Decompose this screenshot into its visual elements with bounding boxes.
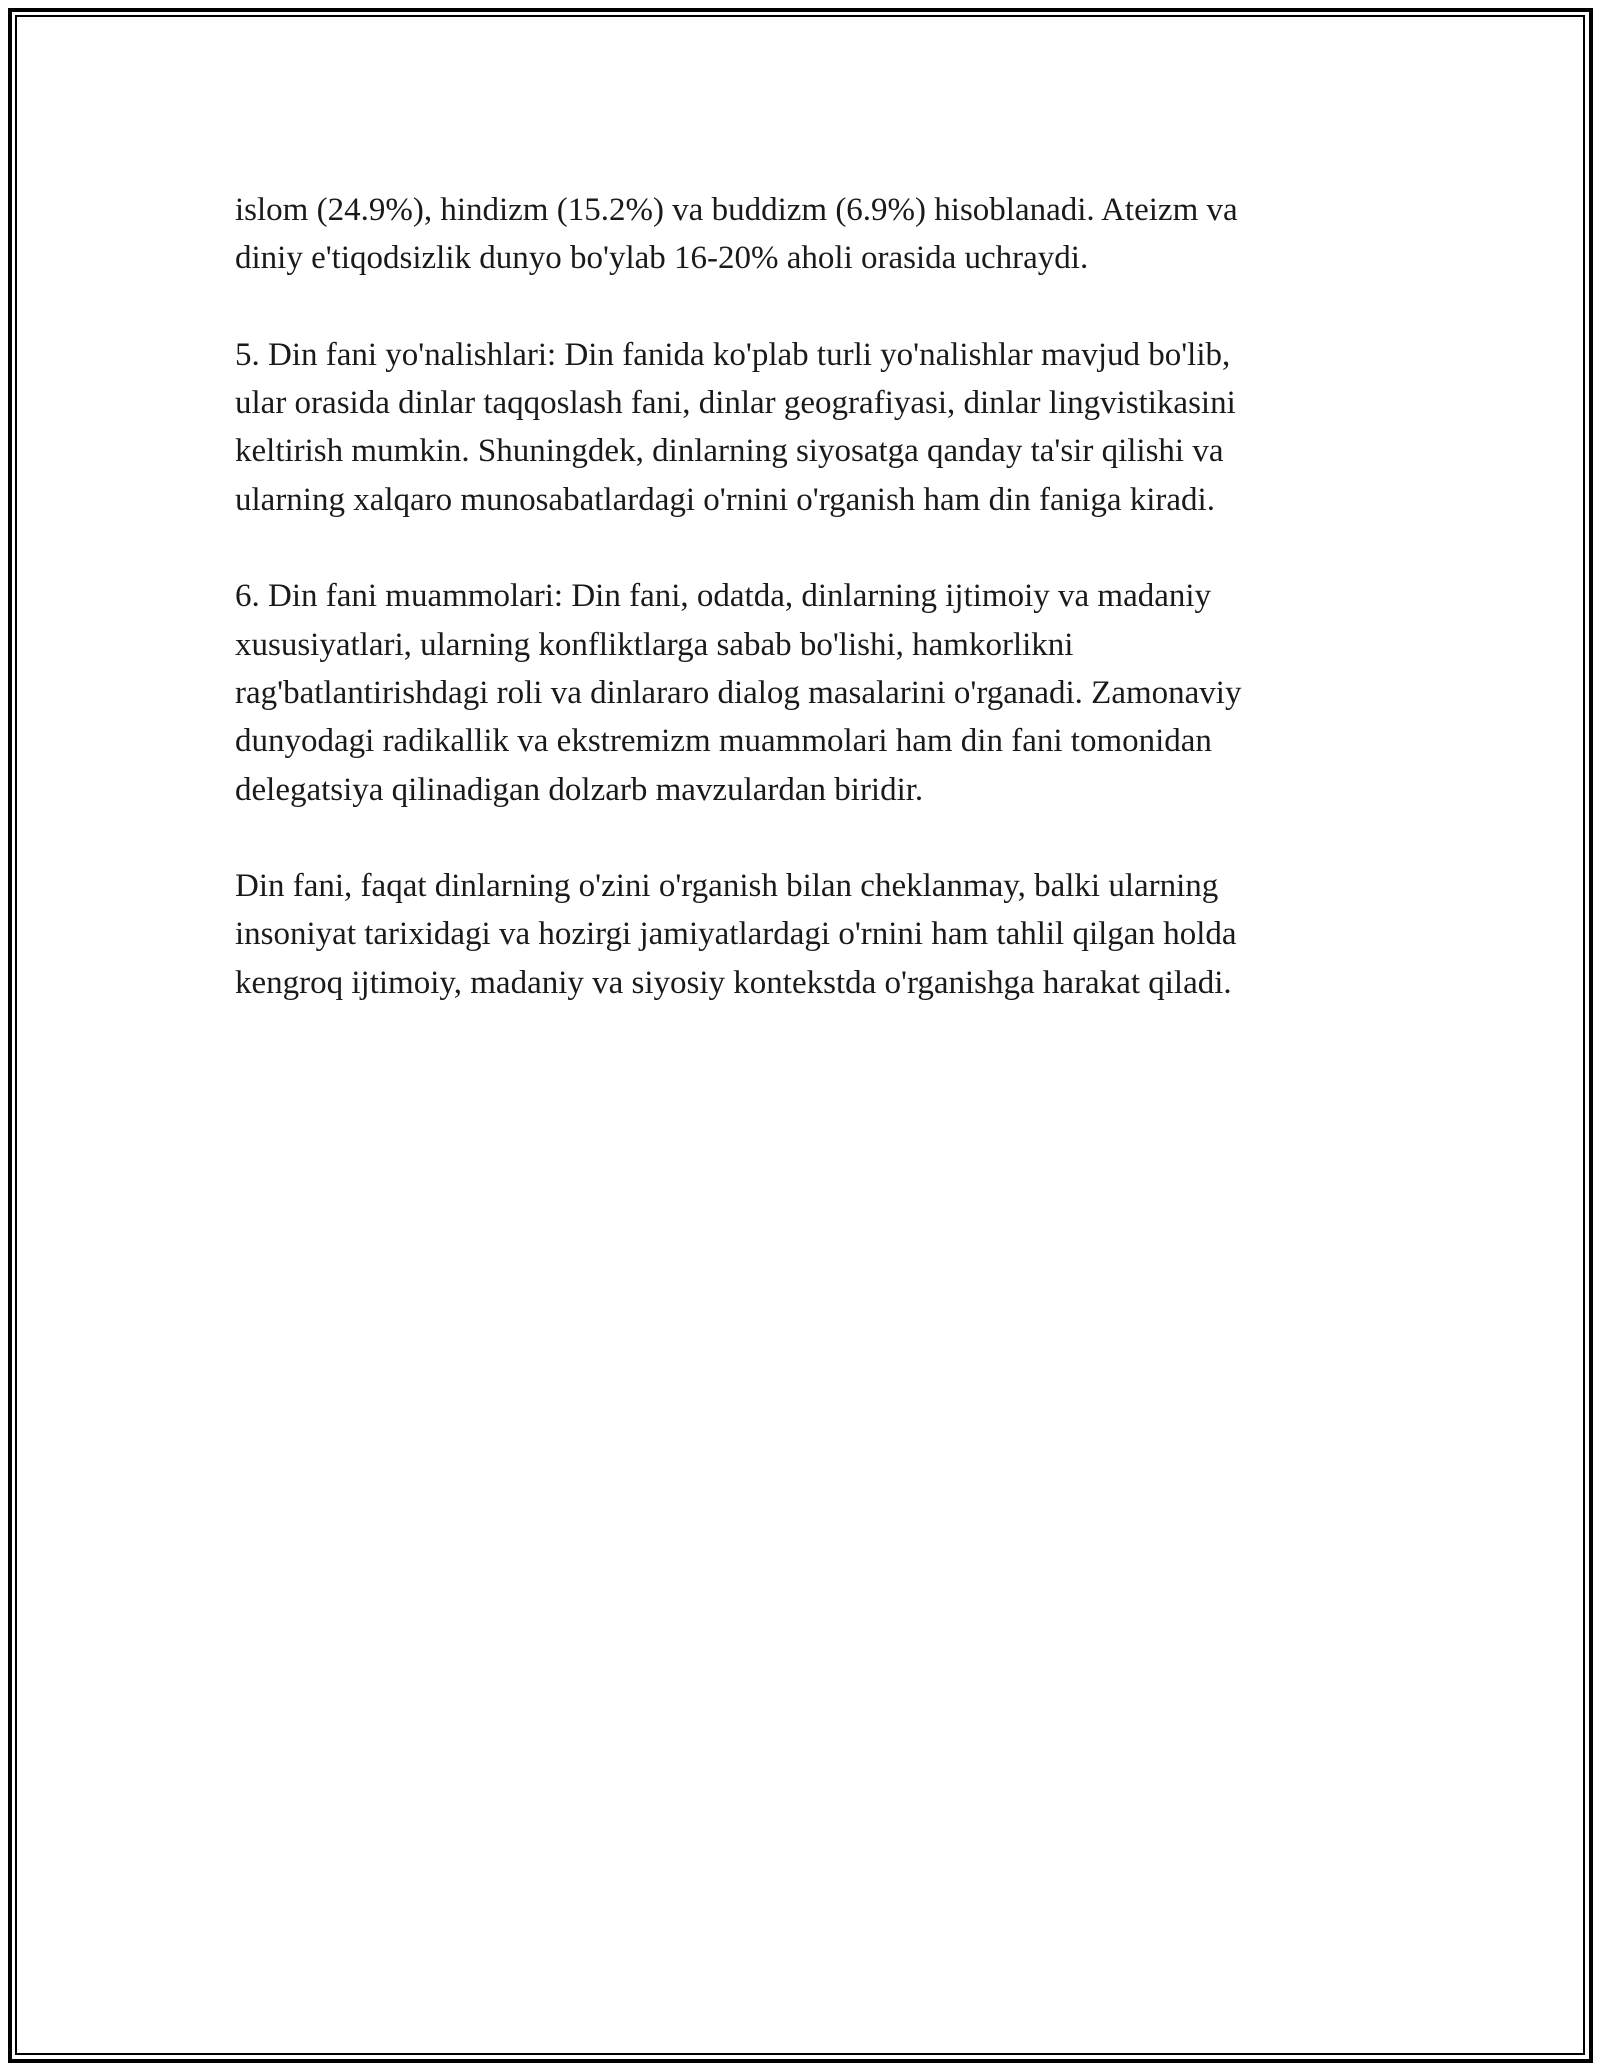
paragraph-religion-statistics [235, 186, 1365, 283]
text-line: delegatsiya qilinadigan dolzarb mavzulardan biridir. [235, 771, 924, 808]
text-line: ular orasida dinlar taqqoslash fani, dinlar geografiyasi, dinlar lingvistikasini [235, 385, 1236, 422]
document-body [235, 186, 1365, 1055]
text-line: rag'batlantirishdagi roli va dinlararo dialog masalarini o'rganadi. Zamonaviy [235, 674, 1242, 711]
text-line: xususiyatlari, ularning konfliktlarga sabab bo'lishi, hamkorlikni [235, 626, 1074, 663]
paragraph-section-6-problems [235, 572, 1365, 813]
text-line: ularning xalqaro munosabatlardagi o'rnini o'rganish ham din faniga kiradi. [235, 481, 1215, 518]
text-line: keltirish mumkin. Shuningdek, dinlarning siyosatga qanday ta'sir qilishi va [235, 433, 1224, 470]
text-line: Din fani, faqat dinlarning o'zini o'rganish bilan cheklanmay, balki ularning [235, 868, 1219, 905]
text-line: insoniyat tarixidagi va hozirgi jamiyatlardagi o'rnini ham tahlil qilgan holda [235, 916, 1237, 953]
text-line: 6. Din fani muammolari: Din fani, odatda, dinlarning ijtimoiy va madaniy [235, 578, 1212, 615]
paragraph-section-5-directions [235, 331, 1365, 524]
text-line: islom (24.9%), hindizm (15.2%) va buddizm (6.9%) hisoblanadi. Ateizm va [235, 192, 1238, 228]
text-line: diniy e'tiqodsizlik dunyo bo'ylab 16-20% aholi orasida uchraydi. [235, 240, 1089, 277]
text-line: kengroq ijtimoiy, madaniy va siyosiy kontekstda o'rganishga harakat qiladi. [235, 964, 1232, 1001]
text-line: 5. Din fani yo'nalishlari: Din fanida ko'plab turli yo'nalishlar mavjud bo'lib, [235, 336, 1231, 373]
text-line: dunyodagi radikallik va ekstremizm muammolari ham din fani tomonidan [235, 723, 1212, 760]
paragraph-conclusion [235, 862, 1365, 1007]
